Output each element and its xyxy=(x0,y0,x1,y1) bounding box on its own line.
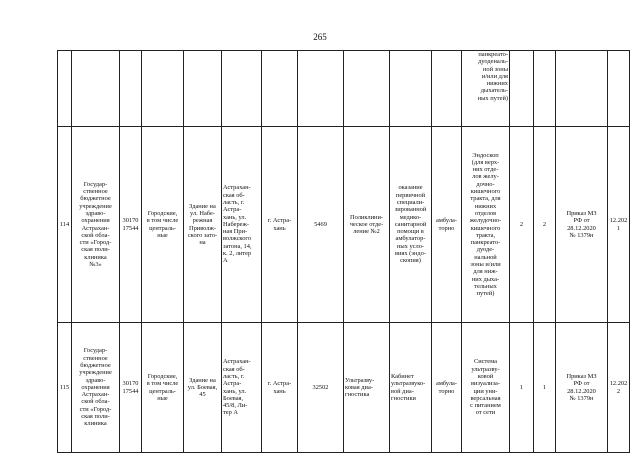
cell-inn: 30170 17544 xyxy=(120,127,142,323)
cell-territory: Городские, в том числе централь- ные xyxy=(142,127,184,323)
cell-organization: Государ- ственное бюджетное учреждение здраво- охранения Астрахан- ской обла- сти «Город- ская поли- клиника xyxy=(72,323,120,453)
cell-code: 32502 xyxy=(298,323,344,453)
cell-inn: 30170 17544 xyxy=(120,323,142,453)
cell-year: 12.2021 xyxy=(608,127,630,323)
cell-address: Астрахан- ская об- ласть, г. Астра- хань, ул. Набереж- ная При- волжского затона, 14, к. 2, литер А xyxy=(222,127,262,323)
cell-quantity-1: 1 xyxy=(510,323,534,453)
registry-table xyxy=(57,50,630,453)
cell-service: Кабинет ультразвуко- вой диа- гностики xyxy=(390,323,432,453)
cell-conditions: амбула- торно xyxy=(432,323,462,453)
cell-quantity-2: 2 xyxy=(534,127,556,323)
page-number: 265 xyxy=(313,32,327,42)
cell-department: Поликлини- ческое отде- ление №2 xyxy=(344,127,390,323)
table-row xyxy=(58,51,630,127)
table-row xyxy=(58,323,630,453)
cell-row-number: 114 xyxy=(58,127,72,323)
cell-equipment: панкреато- дуоденаль- ной зоны и/или для нижних дыхатель- ных путей) xyxy=(462,51,510,127)
cell-code: 5469 xyxy=(298,127,344,323)
cell-row-number: 115 xyxy=(58,323,72,453)
cell-service: оказание первичной специали- зированной медико- санитарной помощи в амбулатор- ных усло- виях (эндо- скопия) xyxy=(390,127,432,323)
cell-quantity-2: 1 xyxy=(534,323,556,453)
cell-territory: Городские, в том числе централь- ные xyxy=(142,323,184,453)
cell-order: Приказ МЗ РФ от 28.12.2020 № 1379н xyxy=(556,127,608,323)
cell-equipment: Эндоскоп (для верх- них отде- лов желу- дочно- кишечного тракта, для нижних отделов желудочно- кишечного тракта, панкреато- дуоде- нальной зоны и/или для ниж- них дыха- тельных путей) xyxy=(462,127,510,323)
cell-quantity-1: 2 xyxy=(510,127,534,323)
cell-building: Здание на ул. Набе- режная Приволж- ского зато- на xyxy=(184,127,222,323)
cell-organization: Государ- ственное бюджетное учреждение здраво- охранения Астрахан- ской обла- сти «Город- ская поли- клиника №3» xyxy=(72,127,120,323)
cell-year: 12.2022 xyxy=(608,323,630,453)
table-row xyxy=(58,127,630,323)
cell-conditions: амбула- торно xyxy=(432,127,462,323)
cell-order: Приказ МЗ РФ от 28.12.2020 № 1379н xyxy=(556,323,608,453)
cell-equipment: Система ультразву- ковой визуализа- ции уни- версальная с питанием от сети xyxy=(462,323,510,453)
cell-building: Здание на ул. Боевая, 45 xyxy=(184,323,222,453)
cell-address: Астрахан- ская об- ласть, г. Астра- хань, ул. Боевая, 45/8, Ли- тер А xyxy=(222,323,262,453)
cell-city: г. Астра- хань xyxy=(262,323,298,453)
cell-department: Ультразву- ковая диа- гностика xyxy=(344,323,390,453)
cell-city: г. Астра- хань xyxy=(262,127,298,323)
